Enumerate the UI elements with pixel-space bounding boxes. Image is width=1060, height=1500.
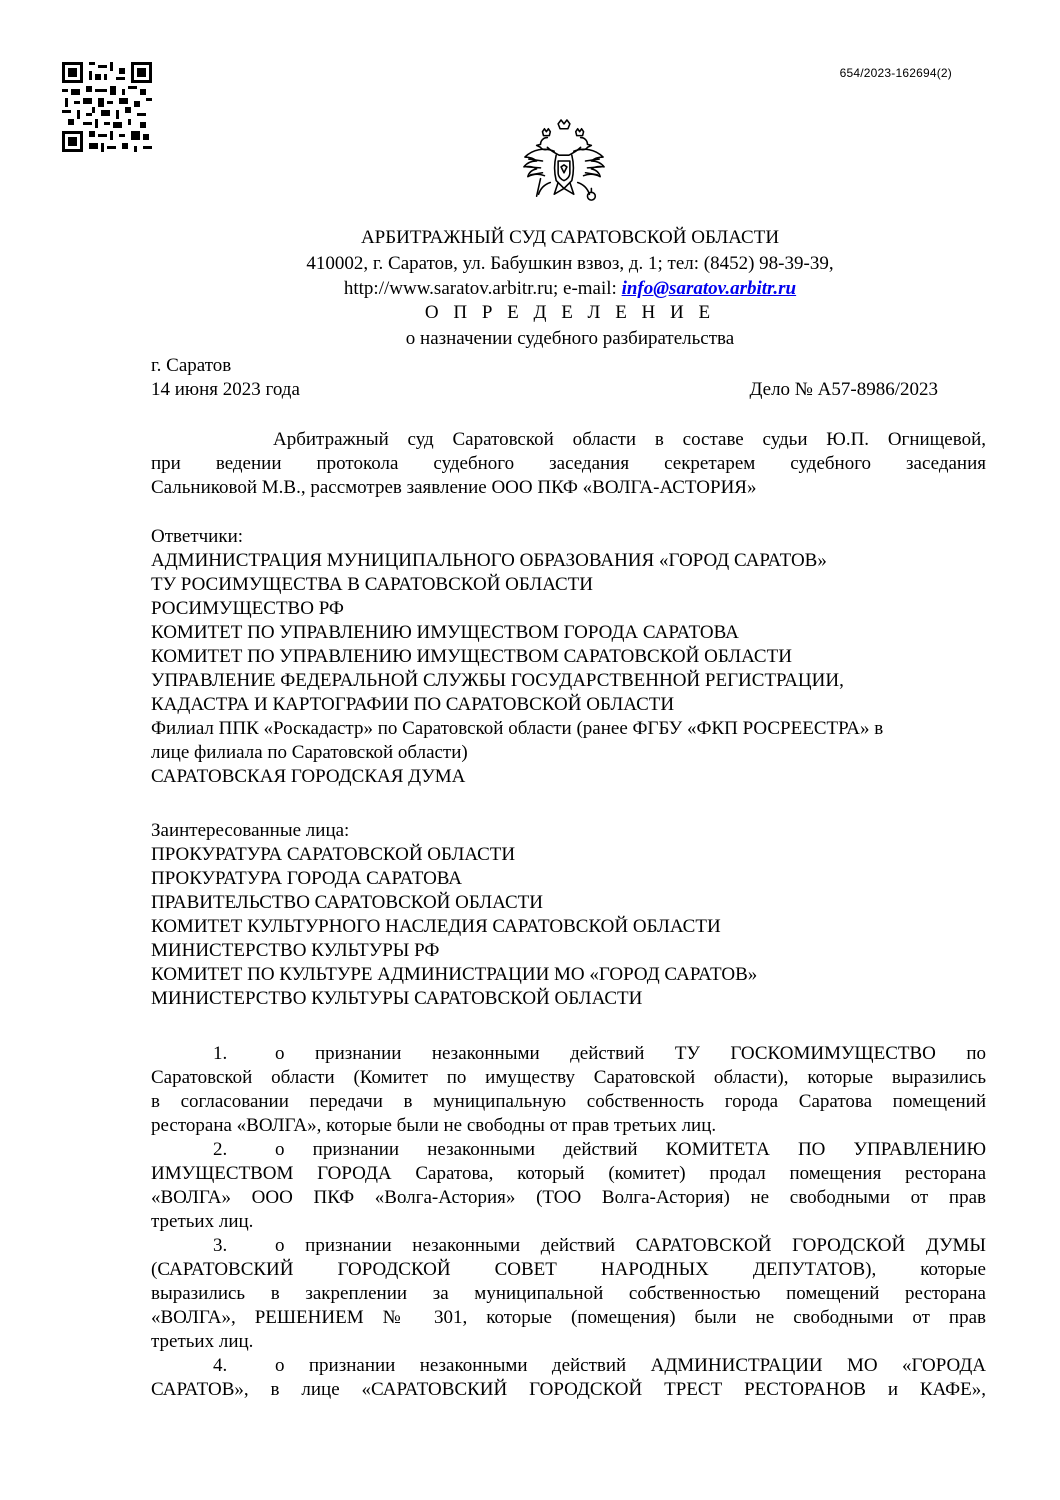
defendant-line: Филиал ППК «Роскадастр» по Саратовской области (ранее ФГБУ «ФКП РОСРЕЕСТРА» в (151, 718, 884, 739)
interested-party-line: КОМИТЕТ ПО КУЛЬТУРЕ АДМИНИСТРАЦИИ МО «ГОРОД САРАТОВ» (151, 964, 758, 985)
claim-line: САРАТОВ», в лице «САРАТОВСКИЙ ГОРОДСКОЙ ТРЕСТ РЕСТОРАНОВ и КАФЕ», (151, 1379, 986, 1400)
claim-line: 2. о признании незаконными действий КОМИТЕТА ПО УПРАВЛЕНИЮ (213, 1139, 986, 1160)
defendant-line: РОСИМУЩЕСТВО РФ (151, 598, 344, 619)
claim-item-2 (151, 1138, 986, 1234)
defendant-line: КОМИТЕТ ПО УПРАВЛЕНИЮ ИМУЩЕСТВОМ ГОРОДА САРАТОВА (151, 622, 739, 643)
interested-party-line: МИНИСТЕРСТВО КУЛЬТУРЫ РФ (151, 940, 440, 961)
document-date: 14 июня 2023 года (151, 379, 300, 400)
date-case-row (151, 378, 986, 402)
claim-number: 2. (213, 1139, 228, 1160)
interested-parties-section (151, 819, 986, 1011)
court-name: АРБИТРАЖНЫЙ СУД САРАТОВСКОЙ ОБЛАСТИ (360, 227, 780, 248)
defendant-line: УПРАВЛЕНИЕ ФЕДЕРАЛЬНОЙ СЛУЖБЫ ГОСУДАРСТВЕННОЙ РЕГИСТРАЦИИ, (151, 670, 844, 691)
court-email-link[interactable]: info@saratov.arbitr.ru (621, 278, 797, 299)
defendant-line: КАДАСТРА И КАРТОГРАФИИ ПО САРАТОВСКОЙ ОБЛАСТИ (151, 694, 675, 715)
defendant-line: лице филиала по Саратовской области) (151, 742, 468, 763)
interested-party-line: МИНИСТЕРСТВО КУЛЬТУРЫ САРАТОВСКОЙ ОБЛАСТИ (151, 988, 643, 1009)
document-subtitle: о назначении судебного разбирательства (405, 328, 735, 349)
claim-item-1 (151, 1042, 986, 1138)
claim-number: 4. (213, 1355, 228, 1376)
claim-item-3 (151, 1234, 986, 1354)
document-id: 654/2023-162694(2) (839, 66, 952, 80)
interested-party-line: ПРОКУРАТУРА ГОРОДА САРАТОВА (151, 868, 462, 889)
defendant-line: АДМИНИСТРАЦИЯ МУНИЦИПАЛЬНОГО ОБРАЗОВАНИЯ «ГОРОД САРАТОВ» (151, 550, 827, 571)
claim-number: 3. (213, 1235, 228, 1256)
intro-line-1: Арбитражный суд Саратовской области в составе судьи Ю.П. Огнищевой, (273, 429, 986, 450)
coat-of-arms-emblem (515, 118, 613, 206)
claim-line: третьих лиц. (151, 1331, 254, 1352)
claim-item-4 (151, 1354, 986, 1402)
claim-line: ресторана «ВОЛГА», которые были не свободны от прав третьих лиц. (151, 1115, 717, 1136)
interested-party-line: КОМИТЕТ КУЛЬТУРНОГО НАСЛЕДИЯ САРАТОВСКОЙ ОБЛАСТИ (151, 916, 721, 937)
claim-line: (САРАТОВСКИЙ ГОРОДСКОЙ СОВЕТ НАРОДНЫХ ДЕПУТАТОВ), которые (151, 1259, 986, 1280)
court-website-prefix: http://www.saratov.arbitr.ru; e-mail: (343, 278, 622, 299)
interested-party-line: ПРОКУРАТУРА САРАТОВСКОЙ ОБЛАСТИ (151, 844, 516, 865)
qr-code (62, 62, 152, 152)
claim-line: выразились в закреплении за муниципальной собственностью помещений ресторана (151, 1283, 986, 1304)
interested-heading: Заинтересованные лица: (151, 820, 350, 841)
defendant-line: ТУ РОСИМУЩЕСТВА В САРАТОВСКОЙ ОБЛАСТИ (151, 574, 593, 595)
court-contacts (0, 277, 1060, 301)
claim-line: 3. о признании незаконными действий САРАТОВСКОЙ ГОРОДСКОЙ ДУМЫ (213, 1235, 986, 1256)
defendant-line: КОМИТЕТ ПО УПРАВЛЕНИЮ ИМУЩЕСТВОМ САРАТОВСКОЙ ОБЛАСТИ (151, 646, 792, 667)
city: г. Саратов (151, 355, 232, 376)
defendants-heading: Ответчики: (151, 526, 244, 547)
claims-list (151, 1042, 986, 1402)
intro-paragraph (151, 428, 986, 500)
court-address: 410002, г. Саратов, ул. Бабушкин взвоз, д. 1; тел: (8452) 98-39-39, (306, 253, 834, 274)
defendants-section (151, 525, 986, 789)
claim-line: 1. о признании незаконными действий ТУ ГОСКОМИМУЩЕСТВО по (213, 1043, 986, 1064)
document-type: О П Р Е Д Е Л Е Н И Е (424, 302, 716, 323)
case-number: Дело № А57-8986/2023 (749, 379, 938, 400)
claim-line: «ВОЛГА», РЕШЕНИЕМ № 301, которые (помещения) были не свободными от прав (151, 1307, 986, 1328)
claim-number: 1. (213, 1043, 228, 1064)
intro-line-2: при ведении протокола судебного заседания секретарем судебного заседания (151, 453, 986, 474)
claim-line: в согласовании передачи в муниципальную собственность города Саратова помещений (151, 1091, 986, 1112)
claim-line: третьих лиц. (151, 1211, 254, 1232)
claim-line: «ВОЛГА» ООО ПКФ «Волга-Астория» (ТОО Волга-Астория) не свободными от прав (151, 1187, 986, 1208)
claim-line: Саратовской области (Комитет по имуществу Саратовской области), которые выразились (151, 1067, 986, 1088)
intro-line-3: Сальниковой М.В., рассмотрев заявление ООО ПКФ «ВОЛГА-АСТОРИЯ» (151, 477, 757, 498)
claim-line: ИМУЩЕСТВОМ ГОРОДА Саратова, который (комитет) продал помещения ресторана (151, 1163, 986, 1184)
claim-line: 4. о признании незаконными действий АДМИНИСТРАЦИИ МО «ГОРОДА (213, 1355, 986, 1376)
interested-party-line: ПРАВИТЕЛЬСТВО САРАТОВСКОЙ ОБЛАСТИ (151, 892, 543, 913)
defendant-line: САРАТОВСКАЯ ГОРОДСКАЯ ДУМА (151, 766, 466, 787)
